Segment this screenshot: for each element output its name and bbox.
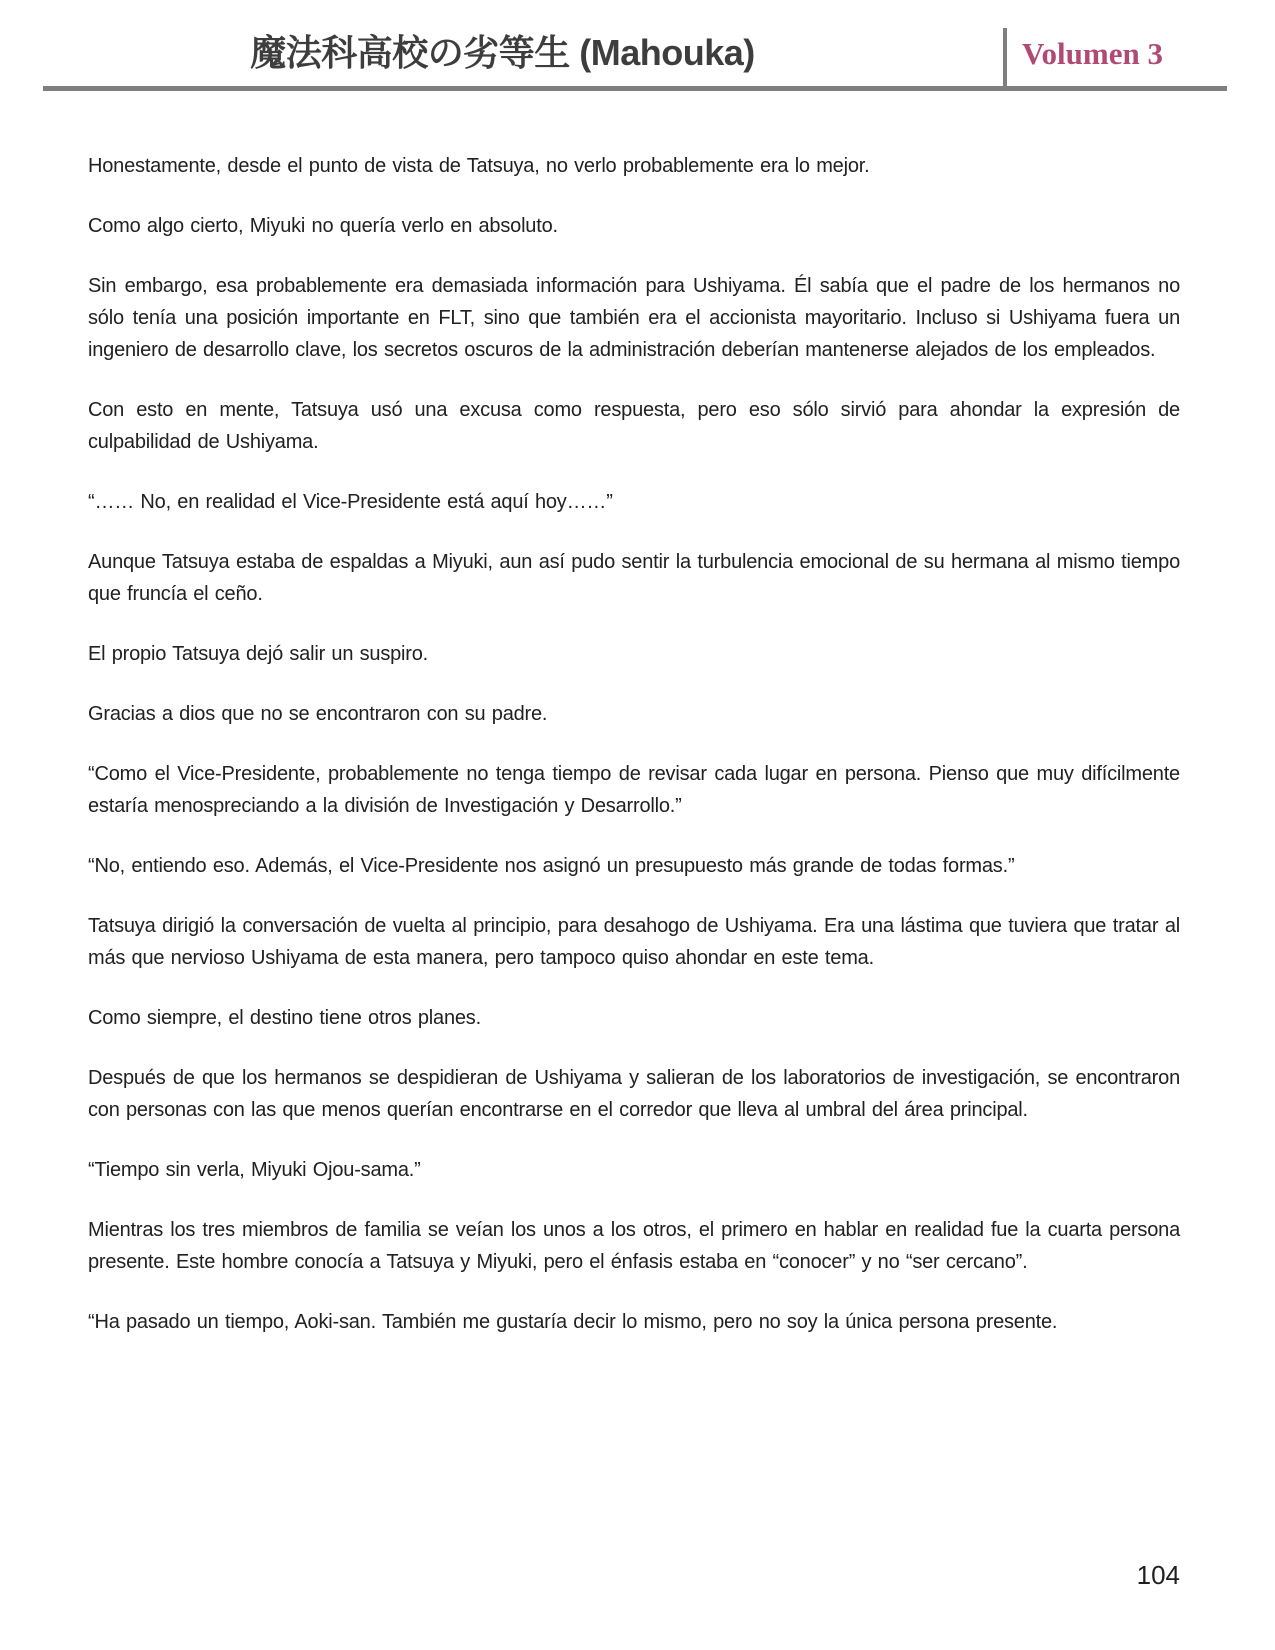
paragraph: Mientras los tres miembros de familia se veían los unos a los otros, el primero en hablar en realidad fue la cuarta persona presente. Este hombre conocía a Tatsuya y Miyuki, pero el énfasis estaba en “conocer” y no “ser cercano”. bbox=[88, 1219, 1180, 1273]
paragraph: Sin embargo, esa probablemente era demasiada información para Ushiyama. Él sabía que el padre de los hermanos no sólo tenía una posición importante en FLT, sino que también era el accionista mayoritario. Incluso si Ushiyama fuera un ingeniero de desarrollo clave, los secretos oscuros de la administración deberían mantenerse alejados de los empleados. bbox=[88, 275, 1180, 361]
paragraph: Gracias a dios que no se encontraron con su padre. bbox=[88, 703, 548, 725]
paragraph: Después de que los hermanos se despidieran de Ushiyama y salieran de los laboratorios de investigación, se encontraron con personas con las que menos querían encontrarse en el corredor que lleva al umbral del área principal. bbox=[88, 1067, 1180, 1121]
paragraph: Como siempre, el destino tiene otros planes. bbox=[88, 1007, 481, 1029]
page-number: 104 bbox=[1136, 1560, 1180, 1590]
page-title: 魔法科高校の劣等生 (Mahouka) bbox=[250, 32, 755, 73]
volume-label: Volumen 3 bbox=[1022, 36, 1163, 71]
paragraph-dialogue: “…… No, en realidad el Vice-Presidente está aquí hoy……” bbox=[88, 491, 613, 513]
page-body bbox=[88, 150, 1180, 1366]
paragraph-dialogue: “No, entiendo eso. Además, el Vice-Presidente nos asignó un presupuesto más grande de todas formas.” bbox=[88, 855, 1015, 877]
paragraph: El propio Tatsuya dejó salir un suspiro. bbox=[88, 643, 429, 665]
paragraph-dialogue: “Ha pasado un tiempo, Aoki-san. También me gustaría decir lo mismo, pero no soy la única persona presente. bbox=[88, 1311, 1058, 1333]
paragraph: Honestamente, desde el punto de vista de Tatsuya, no verlo probablemente era lo mejor. bbox=[88, 155, 870, 177]
paragraph-dialogue: “Como el Vice-Presidente, probablemente no tenga tiempo de revisar cada lugar en persona. Pienso que muy difícilmente estaría menospreciando a la división de Investigación y Desarrollo.” bbox=[88, 763, 1180, 817]
paragraph: Como algo cierto, Miyuki no quería verlo en absoluto. bbox=[88, 215, 558, 237]
header-divider-line bbox=[1003, 28, 1007, 88]
paragraph: Tatsuya dirigió la conversación de vuelta al principio, para desahogo de Ushiyama. Era una lástima que tuviera que tratar al más que nervioso Ushiyama de esta manera, pero tampoco quiso ahondar en este tema. bbox=[88, 915, 1180, 969]
paragraph: Con esto en mente, Tatsuya usó una excusa como respuesta, pero eso sólo sirvió para ahondar la expresión de culpabilidad de Ushiyama. bbox=[88, 399, 1180, 453]
paragraph-dialogue: “Tiempo sin verla, Miyuki Ojou-sama.” bbox=[88, 1159, 421, 1181]
paragraph: Aunque Tatsuya estaba de espaldas a Miyuki, aun así pudo sentir la turbulencia emocional de su hermana al mismo tiempo que fruncía el ceño. bbox=[88, 551, 1180, 605]
header-horizontal-rule bbox=[43, 86, 1227, 91]
